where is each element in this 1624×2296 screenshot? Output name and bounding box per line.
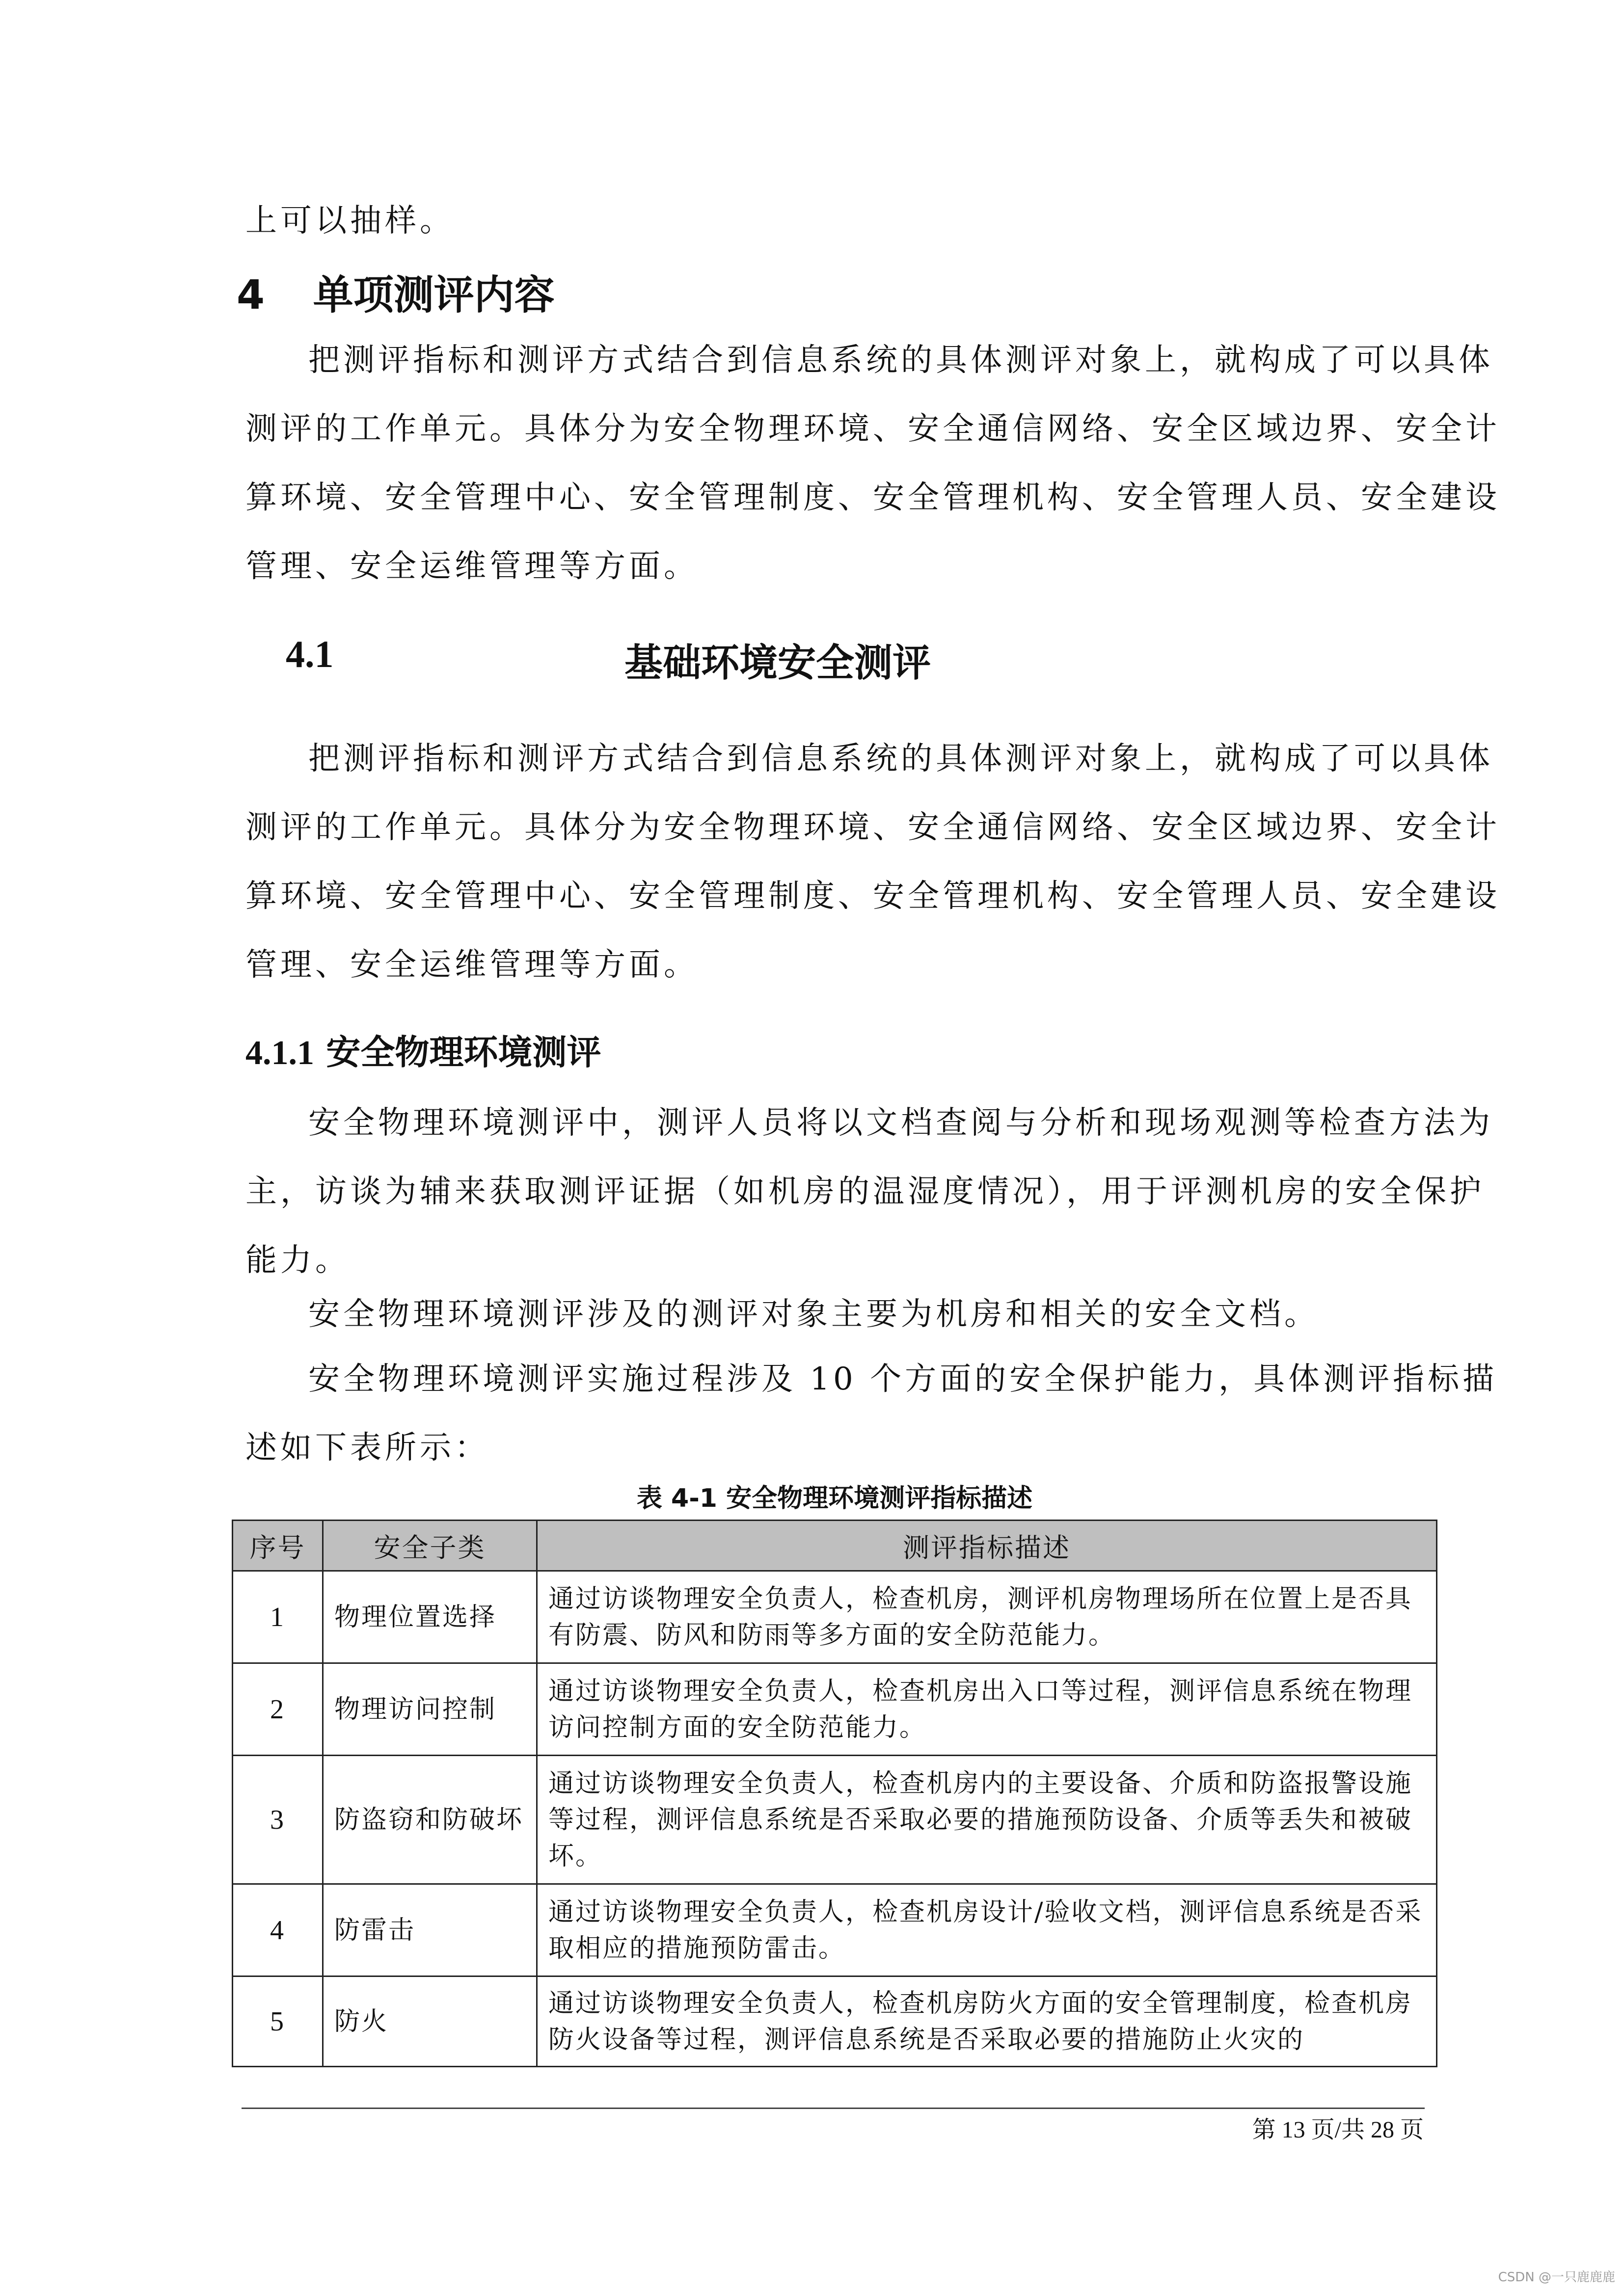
cell-subclass: 防盗窃和防破坏 [323, 1756, 537, 1884]
table-row [233, 1571, 1437, 1663]
section-4-1-1-heading [245, 1025, 601, 1074]
column-header-subclass: 安全子类 [323, 1521, 537, 1571]
text-line: 安全物理环境测评实施过程涉及 10 个方面的安全保护能力，具体测评指标描 [308, 1361, 1498, 1397]
cell-subclass: 物理访问控制 [323, 1663, 537, 1756]
text-line: 管理、安全运维管理等方面。 [245, 548, 699, 585]
cell-no: 2 [233, 1663, 323, 1756]
paragraph-3 [245, 1089, 1493, 1295]
cell-no: 3 [233, 1756, 323, 1884]
text-line: 测评的工作单元。具体分为安全物理环境、安全通信网络、安全区域边界、安全计 [245, 411, 1500, 447]
cell-subclass: 防雷击 [323, 1884, 537, 1976]
cell-description: 通过访谈物理安全负责人，检查机房设计/验收文档，测评信息系统是否采取相应的措施预防雷击。 [537, 1884, 1437, 1976]
table-row [233, 1976, 1437, 2067]
paragraph-2 [245, 724, 1500, 999]
text-line: 能力。 [245, 1242, 350, 1279]
section-number: 4.1 [286, 633, 334, 675]
cell-no: 5 [233, 1976, 323, 2067]
text-line: 算环境、安全管理中心、安全管理制度、安全管理机构、安全管理人员、安全建设 [245, 878, 1500, 914]
paragraph-4: 安全物理环境测评涉及的测评对象主要为机房和相关的安全文档。 [308, 1296, 1319, 1333]
cell-no: 4 [233, 1884, 323, 1976]
cell-description: 通过访谈物理安全负责人，检查机房出入口等过程，测评信息系统在物理访问控制方面的安全防范能力。 [537, 1663, 1437, 1756]
cell-description: 通过访谈物理安全负责人，检查机房，测评机房物理场所在位置上是否具有防震、防风和防雨等多方面的安全防范能力。 [537, 1571, 1437, 1663]
watermark: CSDN @一只鹿鹿鹿 [1498, 2270, 1615, 2285]
cell-subclass: 物理位置选择 [323, 1571, 537, 1663]
text-line: 算环境、安全管理中心、安全管理制度、安全管理机构、安全管理人员、安全建设 [245, 480, 1500, 516]
text-line: 主，访谈为辅来获取测评证据（如机房的温湿度情况），用于评测机房的安全保护 [245, 1174, 1485, 1210]
cell-description: 通过访谈物理安全负责人，检查机房内的主要设备、介质和防盗报警设施等过程，测评信息系统是否采取必要的措施预防设备、介质等丢失和被破坏。 [537, 1756, 1437, 1884]
table-row [233, 1663, 1437, 1756]
section-title: 安全物理环境测评 [326, 1032, 601, 1072]
table-row [233, 1884, 1437, 1976]
cell-description: 通过访谈物理安全负责人，检查机房防火方面的安全管理制度，检查机房防火设备等过程，测评信息系统是否采取必要的措施防止火灾的 [537, 1976, 1437, 2067]
text-line: 述如下表所示： [245, 1430, 489, 1466]
section-4-heading [237, 263, 555, 320]
page-number: 第 13 页/共 28 页 [1252, 2117, 1424, 2143]
text-line: 把测评指标和测评方式结合到信息系统的具体测评对象上，就构成了可以具体 [308, 741, 1493, 777]
table-caption: 表 4-1 安全物理环境测评指标描述 [636, 1484, 1033, 1513]
paragraph-1 [245, 326, 1500, 601]
cell-no: 1 [233, 1571, 323, 1663]
column-header-no: 序号 [233, 1521, 323, 1571]
text-line: 测评的工作单元。具体分为安全物理环境、安全通信网络、安全区域边界、安全计 [245, 809, 1500, 846]
indicator-table [232, 1520, 1437, 2067]
section-number: 4.1.1 [245, 1034, 314, 1072]
top-fragment: 上可以抽样。 [245, 203, 455, 239]
footer-divider [242, 2108, 1425, 2109]
paragraph-5 [245, 1345, 1497, 1482]
table-row [233, 1756, 1437, 1884]
section-number: 4 [237, 272, 265, 319]
cell-subclass: 防火 [323, 1976, 537, 2067]
section-4-1-heading [286, 632, 973, 685]
column-header-description: 测评指标描述 [537, 1521, 1437, 1571]
section-title: 单项测评内容 [313, 272, 555, 319]
table-header-row [233, 1521, 1437, 1571]
section-title: 基础环境安全测评 [624, 641, 931, 685]
text-line: 把测评指标和测评方式结合到信息系统的具体测评对象上，就构成了可以具体 [308, 342, 1493, 378]
text-line: 安全物理环境测评中，测评人员将以文档查阅与分析和现场观测等检查方法为 [308, 1105, 1493, 1141]
text-line: 管理、安全运维管理等方面。 [245, 947, 699, 983]
